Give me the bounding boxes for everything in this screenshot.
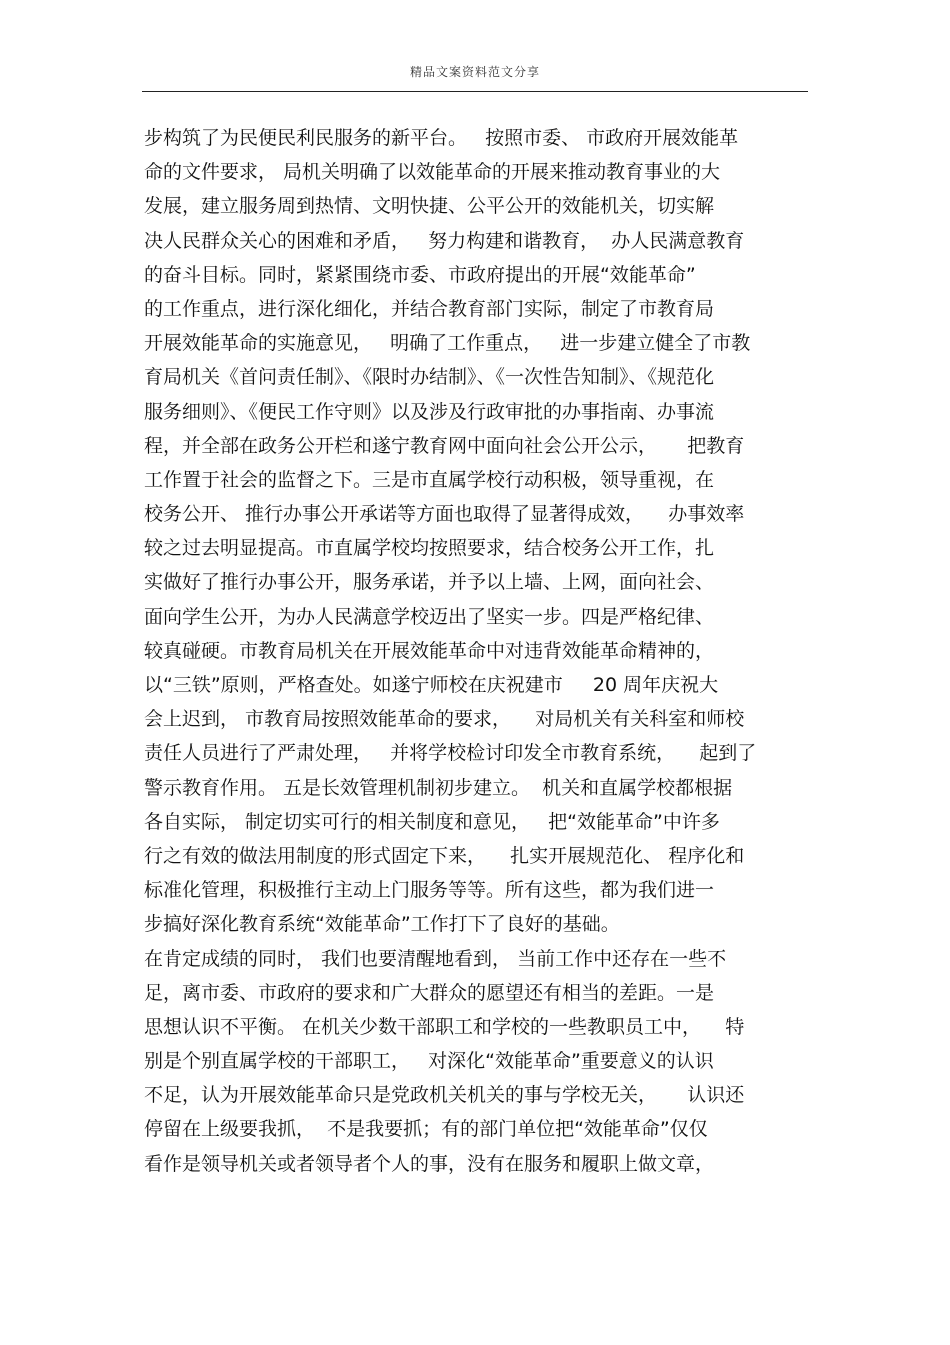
document-body	[144, 121, 824, 1181]
text-line: 在肯定成绩的同时， 我们也要清醒地看到， 当前工作中还存在一些不	[144, 947, 727, 970]
page-header: 精品文案资料范文分享	[409, 65, 540, 79]
text-line: 服务细则》、《便民工作守则》以及涉及行政审批的办事指南、办事流	[144, 400, 715, 423]
header-divider	[142, 91, 808, 92]
text-line: 较之过去明显提高。市直属学校均按照要求，结合校务公开工作，扎	[144, 537, 715, 560]
text-line: 会上迟到， 市教育局按照效能革命的要求， 对局机关有关科室和师校	[144, 708, 745, 731]
text-line: 决人民群众关心的困难和矛盾， 努力构建和谐教育， 办人民满意教育	[144, 229, 745, 252]
text-line: 步构筑了为民便民利民服务的新平台。 按照市委、 市政府开展效能革	[144, 127, 739, 149]
text-line: 的工作重点，进行深化细化，并结合教育部门实际，制定了市教育局	[144, 297, 715, 320]
text-line: 看作是领导机关或者领导者个人的事，没有在服务和履职上做文章，	[144, 1152, 715, 1175]
text-line: 发展，建立服务周到热情、文明快捷、公平公开的效能机关，切实解	[144, 195, 715, 218]
text-line: 育局机关《首问责任制》、《限时办结制》、《一次性告知制》、《规范化	[144, 366, 715, 389]
text-line: 各自实际， 制定切实可行的相关制度和意见， 把“效能革命”中许多	[144, 810, 720, 833]
text-line: 工作置于社会的监督之下。三是市直属学校行动积极，领导重视，在	[144, 468, 715, 491]
text-line: 实做好了推行办事公开，服务承诺，并予以上墙、上网，面向社会、	[144, 571, 715, 594]
text-line: 命的文件要求， 局机关明确了以效能革命的开展来推动教育事业的大	[144, 161, 721, 184]
text-line: 停留在上级要我抓， 不是我要抓；有的部门单位把“效能革命”仅仅	[144, 1118, 708, 1141]
text-line: 步搞好深化教育系统“效能革命”工作打下了良好的基础。	[144, 913, 620, 936]
text-line: 较真碰硬。市教育局机关在开展效能革命中对违背效能革命精神的，	[144, 639, 715, 662]
text-line: 开展效能革命的实施意见， 明确了工作重点， 进一步建立健全了市教	[144, 332, 751, 355]
text-line: 程，并全部在政务公开栏和遂宁教育网中面向社会公开公示， 把教育	[144, 434, 745, 457]
text-line: 校务公开、 推行办事公开承诺等方面也取得了显著得成效， 办事效率	[144, 503, 745, 526]
text-line: 的奋斗目标。同时，紧紧围绕市委、市政府提出的开展“效能革命”	[144, 263, 696, 286]
text-line: 别是个别直属学校的干部职工， 对深化“效能革命”重要意义的认识	[144, 1050, 714, 1073]
text-line: 足，离市委、市政府的要求和广大群众的愿望还有相当的差距。一是	[144, 981, 715, 1004]
text-line: 标准化管理，积极推行主动上门服务等等。所有这些，都为我们进一	[144, 879, 715, 902]
text-line: 行之有效的做法用制度的形式固定下来， 扎实开展规范化、 程序化和	[144, 844, 745, 867]
text-line: 责任人员进行了严肃处理， 并将学校检讨印发全市教育系统， 起到了	[144, 742, 757, 765]
text-line: 警示教育作用。 五是长效管理机制初步建立。 机关和直属学校都根据	[144, 776, 733, 799]
text-line: 不足，认为开展效能革命只是党政机关机关的事与学校无关， 认识还	[144, 1084, 745, 1107]
text-line: 面向学生公开，为办人民满意学校迈出了坚实一步。四是严格纪律、	[144, 605, 715, 628]
text-line: 以“三铁”原则，严格查处。如遂宁师校在庆祝建市 20 周年庆祝大	[144, 674, 719, 696]
text-line: 思想认识不平衡。 在机关少数干部职工和学校的一些教职员工中， 特	[144, 1015, 745, 1038]
